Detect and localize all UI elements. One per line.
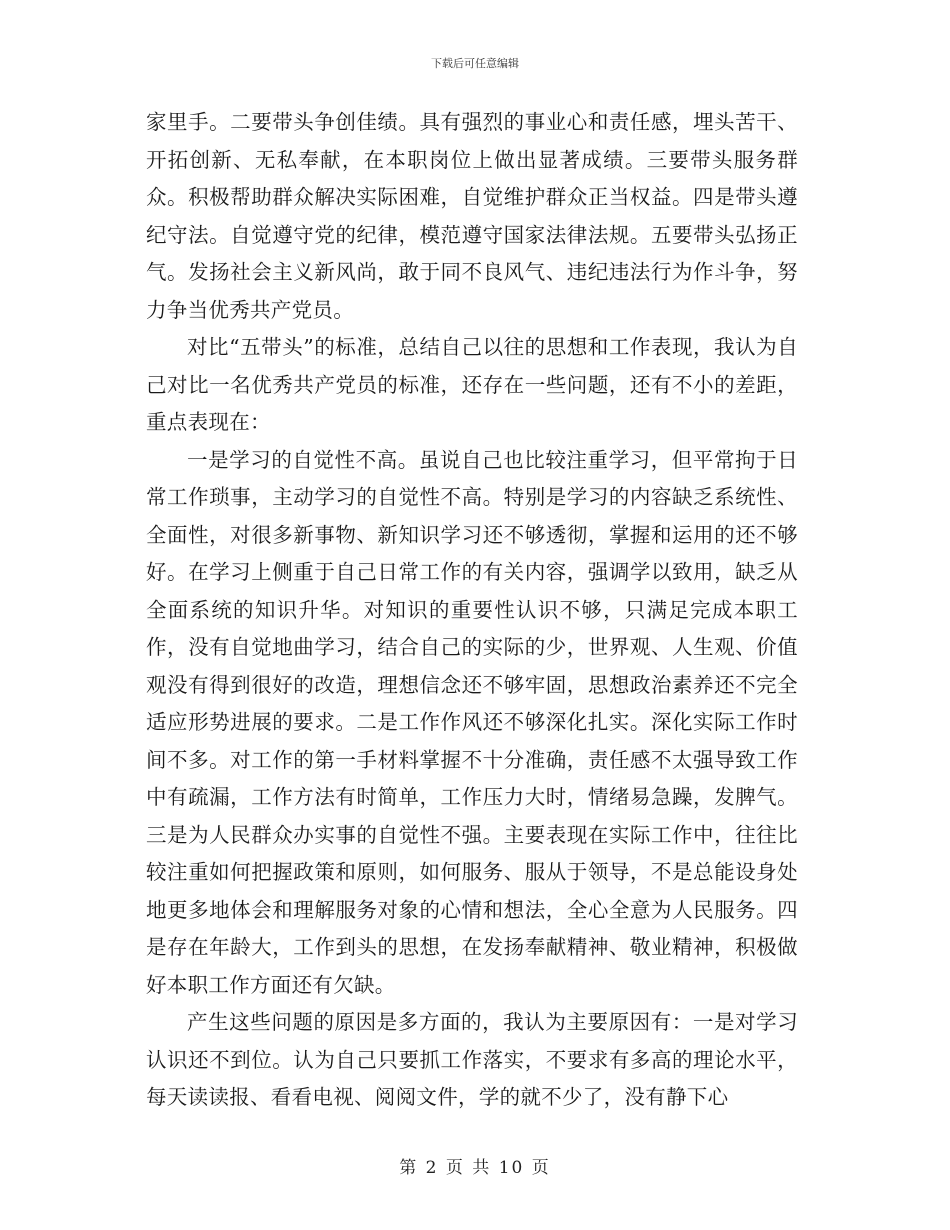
paragraph-2: 对比“五带头”的标准，总结自己以往的思想和工作表现，我认为自己对比一名优秀共产党员的标准，还存在一些问题，还有不小的差距，重点表现在： (146, 335, 798, 434)
page-number-footer: 第 2 页 共 10 页 (399, 1158, 551, 1178)
paragraph-3: 一是学习的自觉性不高。虽说自己也比较注重学习，但平常拘于日常工作琐事，主动学习的自觉性不高。特别是学习的内容缺乏系统性、全面性，对很多新事物、新知识学习还不够透彻，掌握和运用的还不够好。在学习上侧重于自己日常工作的有关内容，强调学以致用，缺乏从全面系统的知识升华。对知识的重要性认识不够，只满足完成本职工作，没有自觉地曲学习，结合自己的实际的少，世界观、人生观、价值观没有得到很好的改造，理想信念还不够牢固，思想政治素养还不完全适应形势进展的要求。二是工作作风还不够深化扎实。深化实际工作时间不多。对工作的第一手材料掌握不十分准确，责任感不太强导致工作中有疏漏，工作方法有时简单，工作压力大时，情绪易急躁，发脾气。三是为人民群众办实事的自觉性不强。主要表现在实际工作中，往往比较注重如何把握政策和原则，如何服务、服从于领导，不是总能设身处地更多地体会和理解服务对象的心情和想法，全心全意为人民服务。四是存在年龄大，工作到头的思想，在发扬奉献精神、敬业精神，积极做好本职工作方面还有欠缺。 (146, 447, 798, 997)
paragraph-1: 家里手。二要带头争创佳绩。具有强烈的事业心和责任感，埋头苦干、开拓创新、无私奉献，在本职岗位上做出显著成绩。三要带头服务群众。积极帮助群众解决实际困难，自觉维护群众正当权益。四是带头遵纪守法。自觉遵守党的纪律，模范遵守国家法律法规。五要带头弘扬正气。发扬社会主义新风尚，敢于同不良风气、违纪违法行为作斗争，努力争当优秀共产党员。 (146, 110, 798, 322)
header-note: 下载后可任意编辑 (431, 57, 519, 70)
paragraph-4: 产生这些问题的原因是多方面的，我认为主要原因有：一是对学习认识还不到位。认为自己只要抓工作落实，不要求有多高的理论水平，每天读读报、看看电视、阅阅文件，学的就不少了，没有静下心 (146, 1010, 798, 1109)
document-body (146, 104, 798, 1117)
